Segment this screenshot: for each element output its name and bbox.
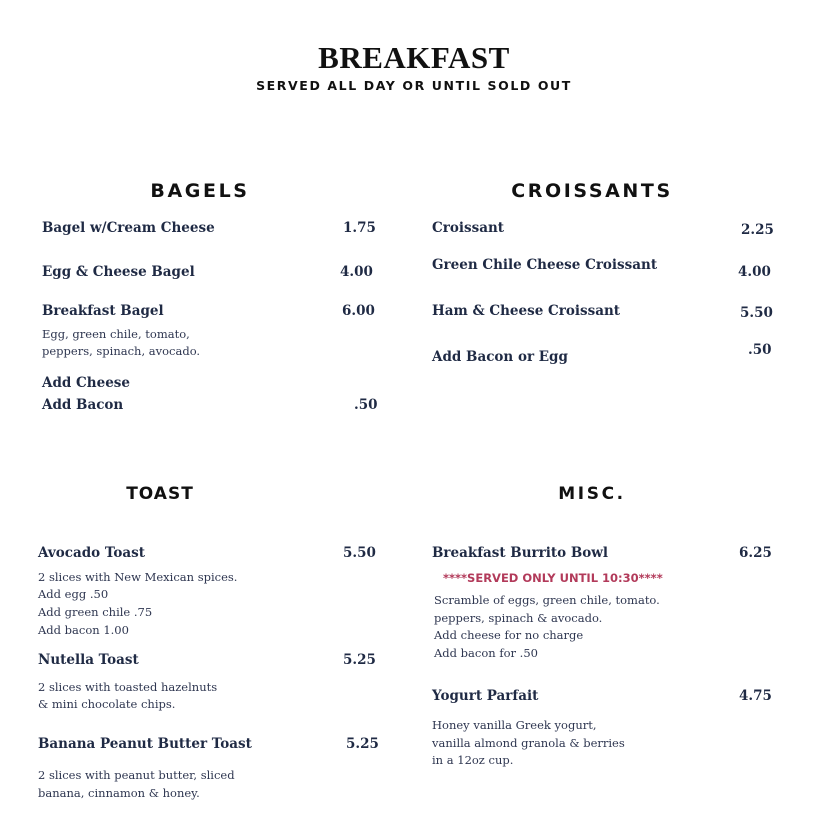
addon-item: Add Cheese bbox=[42, 375, 130, 391]
menu-item-description: & mini chocolate chips. bbox=[38, 697, 176, 711]
menu-item-description: Honey vanilla Greek yogurt, bbox=[432, 718, 597, 732]
menu-item-name: Ham & Cheese Croissant bbox=[432, 303, 620, 319]
menu-item-name: Banana Peanut Butter Toast bbox=[38, 736, 252, 752]
menu-item-price: 4.75 bbox=[739, 688, 772, 704]
menu-item-price: 5.50 bbox=[343, 545, 376, 561]
menu-item-description: 2 slices with New Mexican spices. bbox=[38, 570, 238, 584]
menu-item-description: Add bacon for .50 bbox=[434, 646, 538, 660]
menu-item-description: in a 12oz cup. bbox=[432, 753, 514, 767]
menu-item-description: vanilla almond granola & berries bbox=[432, 736, 625, 750]
menu-item-name: Nutella Toast bbox=[38, 652, 139, 668]
menu-title: BREAKFAST bbox=[318, 40, 510, 75]
menu-item-price: .50 bbox=[748, 342, 772, 358]
menu-item-name: Avocado Toast bbox=[38, 545, 145, 561]
menu-item-description: Add bacon 1.00 bbox=[38, 623, 129, 637]
menu-item-name: Breakfast Bagel bbox=[42, 303, 164, 319]
section-heading-toast: TOAST bbox=[126, 484, 194, 504]
menu-item-description: Add egg .50 bbox=[38, 587, 109, 601]
menu-item-description: peppers, spinach, avocado. bbox=[42, 344, 201, 358]
menu-item-name: Egg & Cheese Bagel bbox=[42, 264, 195, 280]
menu-item-price: 5.25 bbox=[343, 652, 376, 668]
menu-item-description: 2 slices with toasted hazelnuts bbox=[38, 680, 218, 694]
menu-item-price: 6.25 bbox=[739, 545, 772, 561]
menu-item-description: banana, cinnamon & honey. bbox=[38, 786, 200, 800]
menu-item-name: Add Bacon or Egg bbox=[432, 349, 568, 365]
menu-item-description: peppers, spinach & avocado. bbox=[434, 611, 603, 625]
menu-item-description: Scramble of eggs, green chile, tomato. bbox=[434, 593, 660, 607]
served-until-note: ****SERVED ONLY UNTIL 10:30**** bbox=[443, 571, 663, 585]
menu-item-description: Egg, green chile, tomato, bbox=[42, 327, 190, 341]
menu-item-name: Breakfast Burrito Bowl bbox=[432, 545, 608, 561]
menu-item-name: Green Chile Cheese Croissant bbox=[432, 257, 658, 273]
menu-item-name: Bagel w/Cream Cheese bbox=[42, 220, 215, 236]
menu-item-name: Croissant bbox=[432, 220, 504, 236]
menu-item-price: 2.25 bbox=[741, 222, 774, 238]
menu-item-name: Yogurt Parfait bbox=[432, 688, 539, 704]
menu-item-price: 1.75 bbox=[343, 220, 376, 236]
menu-item-price: 6.00 bbox=[342, 303, 375, 319]
addon-item: Add Bacon bbox=[42, 397, 124, 413]
menu-item-description: 2 slices with peanut butter, sliced bbox=[38, 768, 235, 782]
section-heading-croissants: CROISSANTS bbox=[511, 180, 673, 202]
menu-item-description: Add green chile .75 bbox=[38, 605, 153, 619]
menu-subtitle: SERVED ALL DAY OR UNTIL SOLD OUT bbox=[256, 78, 572, 93]
menu-item-price: 5.50 bbox=[740, 305, 773, 321]
section-heading-bagels: BAGELS bbox=[150, 180, 250, 202]
menu-item-description: Add cheese for no charge bbox=[434, 628, 584, 642]
menu-item-price: 4.00 bbox=[738, 264, 771, 280]
menu-item-price: 4.00 bbox=[340, 264, 373, 280]
section-heading-misc: MISC. bbox=[558, 484, 626, 504]
menu-item-price: 5.25 bbox=[346, 736, 379, 752]
addon-price: .50 bbox=[354, 397, 378, 413]
